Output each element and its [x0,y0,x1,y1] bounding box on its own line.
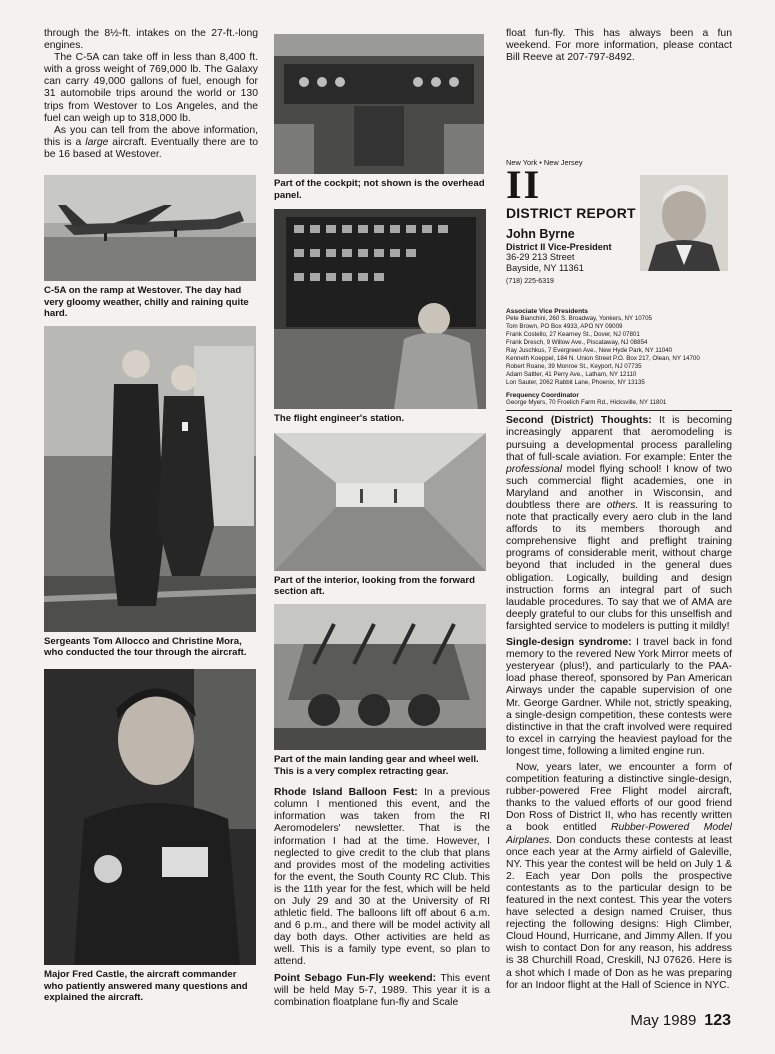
photo-sergeants [44,326,256,632]
single-design-paragraph: Single-design syndrome: I travel back in fond memory to the revered New York Mirror meets of yesteryear (plus!), and particularly to the PAA-load phase thereof, sponsored by Pan American Airways under the capable supervision of one Mr. George Gardner. While not, strictly speaking, a single-design competition, these contests were distinctive in that the craft involved were required to excel in carrying the heaviest payload for the longest time, following a limited engine run. [506,637,732,757]
assoc-vp-item: Pete Bianchini, 260 S. Broadway, Yonkers, NY 10705 [506,315,652,323]
caption-interior: Part of the interior, looking from the forward section aft. [274,574,475,598]
section-divider [506,410,732,411]
district-report-title: DISTRICT REPORT [506,205,636,222]
assoc-vp-item: Adam Sattler, 41 Perry Ave., Latham, NY 12110 [506,370,637,378]
intro-paragraph-1: through the 8½-ft. intakes on the 27-ft.-long engines. [44,28,258,52]
ri-heading: Rhode Island Balloon Fest: [274,787,418,799]
caption-engineer: The flight engineer's station. [274,413,405,425]
column-middle [274,28,490,1009]
vp-phone: (718) 225-6319 [506,278,554,286]
district-roman-numeral: II [506,162,542,208]
assoc-vp-title: Associate Vice Presidents [506,308,588,316]
vp-name: John Byrne [506,227,575,242]
vp-address-line-1: 36-29 213 Street [506,252,575,263]
vp-title: District II Vice-President [506,242,612,253]
sebago-continued: float fun-fly. This has always been a fun weekend. For more information, please contact Bill Reeve at 207-797-8492. [506,28,732,64]
caption-major: Major Fred Castle, the aircraft commander who patiently answered many questions and explained the aircraft. [44,969,248,1004]
sebago-paragraph: Point Sebago Fun-Fly weekend: This event will be held May 5-7, 1989. This year it is a combination floatplane fun-fly and Scale [274,972,490,1008]
sebago-heading: Point Sebago Fun-Fly weekend: [274,972,437,984]
assoc-vp-item: Ray Juschkus, 7 Evergreen Ave., New Hyde Park, NY 11040 [506,346,673,354]
now-years-later-paragraph: Now, years later, we encounter a form of competition featuring a distinctive single-design, rubber-powered Free Flight model aircraft, thanks to the valued efforts of our good friend Don Ross of District II, who has recently written a book entitled Rubber-Powered Model Airplanes. Don conducts these contests at least once each year at the Army airfield of Galeville, NY. This year the contest will be held on July 1 & 2. Each year Don polls the prospective contestants as to the particular design to be featured in the next contest. This year the voters have selected a design named Cruiser, thus rejecting the following designs: High Climber, Cloud Hound, Hurricane, and Jimmy Allen. If you wish to contact Don for any reason, his address is 38 Churchill Road, Creskill, NJ 07626. Here is a shot which I made of Don as he was preparing for an Indoor flight at the Hall of Science in NYC. [506,761,732,991]
photo-engineer-station [274,209,486,409]
single-design-heading: Single-design syndrome: [506,637,632,649]
photo-c5a-ramp [44,175,256,281]
assoc-vp-item: Robert Roane, 39 Monroe St., Keyport, NJ 07735 [506,362,642,370]
intro-paragraph-2: The C-5A can take off in less than 8,400 ft. with a gross weight of 769,000 lb. The Galaxy can carry 49,000 gallons of fuel, enough for 31 automobile trips around the world or 130 trips from Westover to Los Angeles, and the fuel can weigh up to 318,000 lb. [44,52,258,124]
page-number: 123 [704,1012,731,1029]
photo-interior [274,433,486,571]
assoc-vp-item: Tom Brown, PO Box 4933, APO NY 09009 [506,323,623,331]
photo-major-castle [44,669,256,965]
second-thoughts-heading: Second (District) Thoughts: [506,415,652,427]
caption-gear: Part of the main landing gear and wheel well. This is a very complex retracting gear. [274,753,479,777]
vp-portrait-photo [640,175,728,271]
second-thoughts-paragraph: Second (District) Thoughts: It is becoming increasingly apparent that aeromodeling is pursuing a developmental process paralleling that of full-scale aviation. For example: Enter the professional model flying school! I know of two such commercial flight academies, one in Maryland and another in Wisconsin, and doubtless there are others. It is reassuring to note that practically every aero club in the land affords to its members thorough and comprehensive flight and preflight training programs of considerable merit, without charge beyond that included in the general dues obligation. Logically, building and design instruction forms an integral part of such laudable procedures. To say that we of AMA are deeply grateful to our clubs for this unselfish and farsighted service to modelers is putting it mildly! [506,415,732,632]
column-right [506,28,732,992]
issue-date: May 1989 [630,1012,697,1029]
photo-cockpit [274,34,484,174]
assoc-vp-item: Frank Costello, 27 Kearney St., Dover, NJ 07801 [506,331,640,339]
vp-address-line-2: Bayside, NY 11361 [506,263,584,274]
caption-cockpit: Part of the cockpit; not shown is the overhead panel. [274,178,485,201]
assoc-vp-item: Kenneth Koeppel, 184 N. Union Street P.O. Box 217, Olean, NY 14700 [506,354,700,362]
page-footer [630,1012,731,1030]
photo-landing-gear [274,604,486,750]
assoc-vp-item: Lon Sauter, 2062 Rabbit Lane, Phoenix, NY 13135 [506,378,645,386]
assoc-vp-item: Frank Dresch, 9 Willow Ave., Piscataway, NJ 08854 [506,339,648,346]
assoc-vp-list [506,315,732,386]
column-left [44,28,258,1004]
frequency-coordinator-title: Frequency Coordinator [506,392,579,400]
ri-balloon-fest-paragraph: Rhode Island Balloon Fest: In a previous column I mentioned this event, and the information was taken from the RI Aeromodelers' newsletter. That is the information I had at the time. However, I neglected to give credit to the club that plans and provides most of the modeling activities for the event, the South County RC Club. This is the 11th year for the fest, which will be held on July 29 and 30 at the University of RI athletic field. The balloons lift off about 6 a.m. and 6 p.m., and there will be model activity all day both days. Other activities are held as well. This is a family type event, so plan to attend. [274,787,490,968]
caption-sergeants: Sergeants Tom Allocco and Christine Mora, who conducted the tour through the aircraft. [44,635,247,659]
region-label: New York • New Jersey [506,158,583,168]
caption-ramp: C-5A on the ramp at Westover. The day had very gloomy weather, chilly and raining quite hard. [44,285,249,320]
intro-paragraph-3: As you can tell from the above information, this is a large aircraft. Eventually there are to be 16 based at Westover. [44,124,258,160]
frequency-coordinator: George Myers, 70 Froelich Farm Rd., Hicksville, NY 11801 [506,399,667,407]
